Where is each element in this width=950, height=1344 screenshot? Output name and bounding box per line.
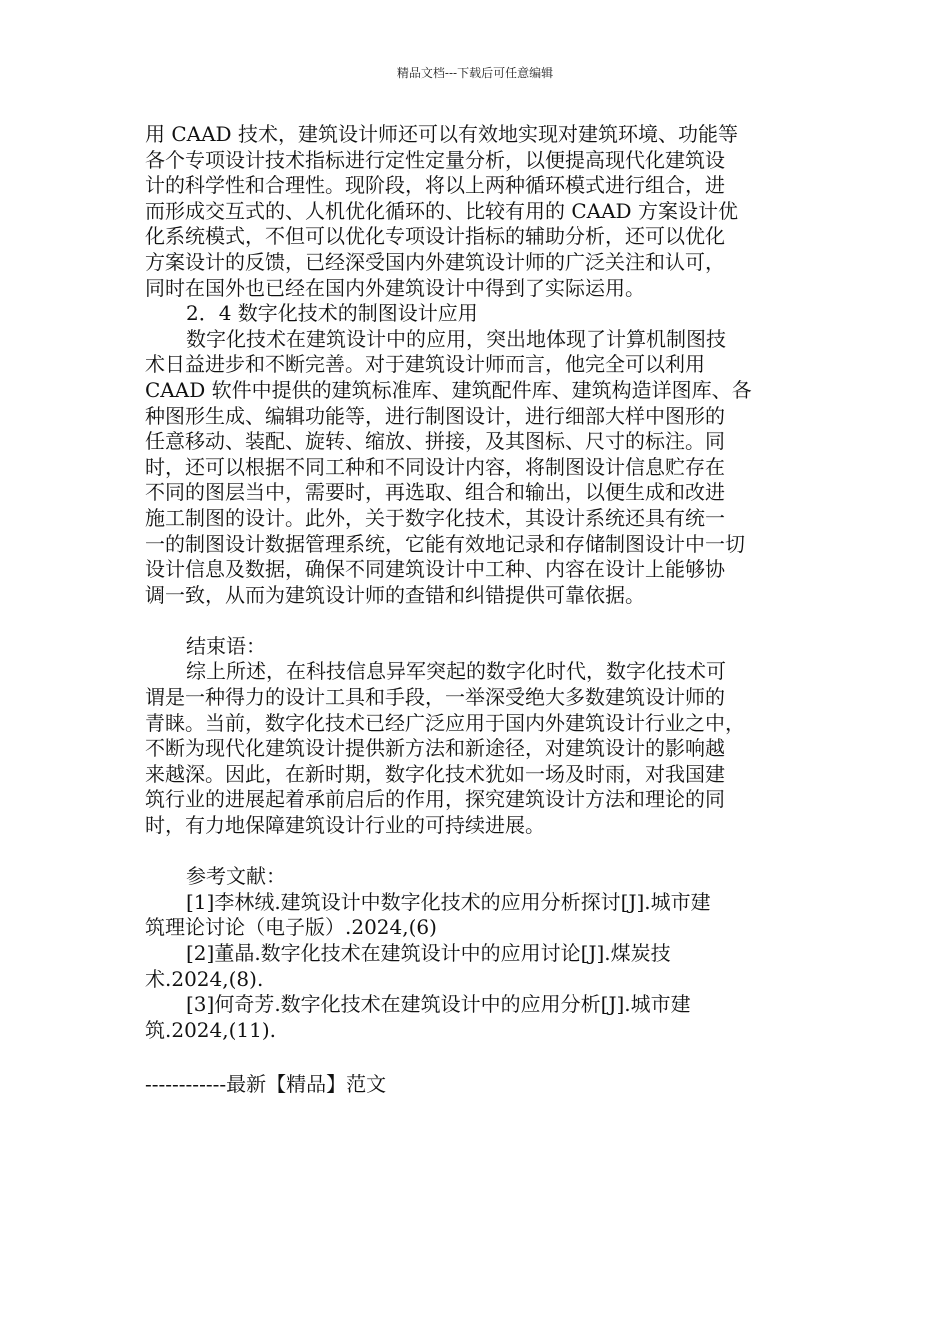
paragraph-conclusion [145, 659, 825, 838]
text-line: 调一致，从而为建筑设计师的查错和纠错提供可靠依据。 [145, 582, 645, 607]
text-line: 谓是一种得力的设计工具和手段，一举深受绝大多数建筑设计师的 [145, 685, 725, 710]
reference-item-continued: 术.2024,(8). [145, 966, 264, 991]
text-line: 一的制图设计数据管理系统，它能有效地记录和存储制图设计中一切 [145, 531, 745, 556]
text-line: 综上所述，在科技信息异军突起的数字化时代，数字化技术可 [186, 659, 726, 684]
text-line: 施工制图的设计。此外，关于数字化技术，其设计系统还具有统一 [145, 505, 725, 530]
paragraph-drawing-design [145, 327, 825, 609]
text-line: CAAD 软件中提供的建筑标准库、建筑配件库、建筑构造详图库、各 [145, 377, 752, 402]
spacer [145, 608, 825, 634]
spacer [145, 839, 825, 865]
text-line: 术日益进步和不断完善。对于建筑设计师而言，他完全可以利用 [145, 352, 705, 377]
text-line: 种图形生成、编辑功能等，进行制图设计，进行细部大样中图形的 [145, 403, 725, 428]
text-line: 化系统模式，不但可以优化专项设计指标的辅助分析，还可以优化 [145, 224, 725, 249]
reference-list [145, 890, 825, 1044]
reference-item: [3]何奇芳.数字化技术在建筑设计中的应用分析[J].城市建 [186, 992, 691, 1017]
reference-item: [1]李林绒.建筑设计中数字化技术的应用分析探讨[J].城市建 [186, 889, 711, 914]
text-line: 数字化技术在建筑设计中的应用，突出地体现了计算机制图技 [186, 326, 726, 351]
text-line: 不断为现代化建筑设计提供新方法和新途径，对建筑设计的影响越 [145, 736, 725, 761]
text-line: 来越深。因此，在新时期，数字化技术犹如一场及时雨，对我国建 [145, 761, 725, 786]
text-line: 青睐。当前，数字化技术已经广泛应用于国内外建筑设计行业之中， [145, 710, 745, 735]
reference-item-continued: 筑理论讨论（电子版）.2024,(6) [145, 915, 437, 940]
conclusion-heading: 结束语： [186, 633, 266, 658]
reference-item: [2]董晶.数字化技术在建筑设计中的应用讨论[J].煤炭技 [186, 941, 671, 965]
page-header: 精品文档---下载后可任意编辑 [396, 66, 554, 80]
page-footer: ------------最新【精品】范文 [145, 1072, 387, 1096]
text-line: 设计信息及数据，确保不同建筑设计中工种、内容在设计上能够协 [145, 557, 725, 582]
text-line: 不同的图层当中，需要时，再选取、组合和输出，以便生成和改进 [145, 480, 725, 505]
text-line: 计的科学性和合理性。现阶段，将以上两种循环模式进行组合，进 [145, 173, 725, 198]
article-body [145, 122, 825, 1043]
text-line: 时，有力地保障建筑设计行业的可持续进展。 [145, 813, 545, 838]
references-heading: 参考文献： [186, 864, 286, 889]
section-heading: 2．4 数字化技术的制图设计应用 [186, 301, 478, 326]
text-line: 任意移动、装配、旋转、缩放、拼接，及其图标、尺寸的标注。同 [145, 429, 725, 454]
text-line: 用 CAAD 技术，建筑设计师还可以有效地实现对建筑环境、功能等 [145, 122, 738, 146]
text-line: 同时在国外也已经在国内外建筑设计中得到了实际运用。 [145, 275, 645, 300]
reference-item-continued: 筑.2024,(11). [145, 1017, 277, 1042]
text-line: 筑行业的进展起着承前启后的作用，探究建筑设计方法和理论的同 [145, 787, 725, 812]
text-line: 而形成交互式的、人机优化循环的、比较有用的 CAAD 方案设计优 [145, 198, 738, 223]
text-line: 时，还可以根据不同工种和不同设计内容，将制图设计信息贮存在 [145, 454, 725, 479]
text-line: 方案设计的反馈，已经深受国内外建筑设计师的广泛关注和认可， [145, 249, 725, 274]
text-line: 各个专项设计技术指标进行定性定量分析，以便提高现代化建筑设 [145, 147, 725, 172]
paragraph-caad-analysis [145, 122, 825, 301]
